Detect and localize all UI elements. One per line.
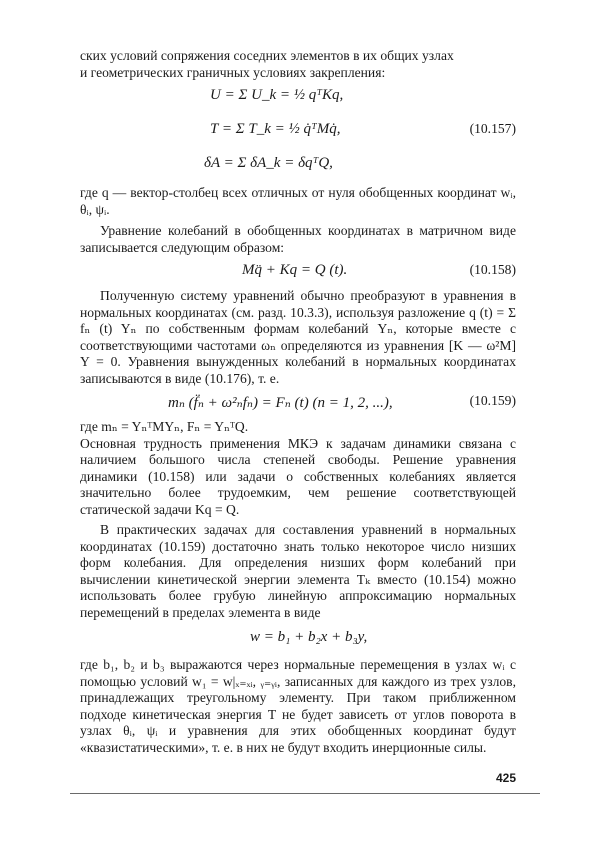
text-column — [80, 48, 516, 756]
paragraph: Полученную систему уравнений обычно преобразуют в уравнения в нормальных координатах (см. разд. 10.3.3), используя разложение q (t) = Σ fₙ (t) Yₙ по собственным формам колебаний Yₙ, которые вместе с соответствующими частотами ωₙ определяются из уравнения [K — ω²M] Y = 0. Уравнения вынужденных колебаний в нормальных координатах записываются в виде (10.176), т. е. — [80, 288, 516, 386]
page-number: 425 — [496, 771, 517, 785]
equation: mₙ (f̈ₙ + ω²ₙfₙ) = Fₙ (t) (n = 1, 2, ...), — [168, 395, 393, 411]
equation-number: (10.158) — [469, 262, 516, 277]
equation: T = Σ T_k = ½ q̇ᵀMq̇, — [210, 121, 341, 137]
text-line: ских условий сопряжения соседних элементов в их общих узлах — [80, 48, 454, 63]
equation-line — [80, 262, 516, 286]
equation: w = b₁ + b₂x + b₃y, — [250, 629, 368, 645]
equation-line — [80, 155, 516, 179]
footer-rule — [70, 793, 540, 794]
equation-line — [80, 87, 516, 111]
equation-line — [80, 629, 516, 653]
equation-number: (10.159) — [469, 393, 516, 408]
paragraph: где mₙ = YₙᵀMYₙ, Fₙ = YₙᵀQ. — [80, 419, 249, 434]
paragraph: Уравнение колебаний в обобщенных координатах в матричном виде записывается следующим образом: — [80, 223, 516, 255]
paragraph: Основная трудность применения МКЭ к задачам динамики связана с наличием большого числа степеней свободы. Решение уравнения динамики (10.158) или задачи о собственных колебаниях является значительно более трудоемким, чем решение соответствующей статической задачи Kq = Q. — [80, 435, 516, 517]
paragraph: где q — вектор-столбец всех отличных от нуля обобщенных координат wᵢ, θᵢ, ψᵢ. — [80, 185, 516, 217]
equation: δA = Σ δA_k = δqᵀQ, — [204, 155, 333, 171]
equation-number: (10.157) — [469, 121, 516, 136]
paragraph: где b₁, b₂ и b₃ выражаются через нормальные перемещения в узлах wᵢ с помощью условий w₁ = w|ₓ₌ₓᵢ, ᵧ₌ᵧᵢ, записанных для каждого из трех узлов, принадлежащих треугольному элементу. При таком приближенном подходе кинетическая энергия T не будет зависеть от углов поворота в узлах θᵢ, ψᵢ и уравнения для этих обобщенных координат будут «квазистатическими», т. е. в них не будут входить инерционные силы. — [80, 657, 516, 755]
equation: U = Σ U_k = ½ qᵀKq, — [210, 87, 344, 103]
equation-line — [80, 393, 516, 417]
paragraph: В практических задачах для составления уравнений в нормальных координатах (10.159) достаточно знать только некоторое число низших форм колебания. Для определения низших форм колебаний при вычислении кинетической энергии элемента Tₖ вместо (10.154) можно использовать более грубую линейную аппроксимацию нормальных перемещений в пределах элемента в виде — [80, 522, 516, 620]
equation: Mq̈ + Kq = Q (t). — [242, 262, 348, 278]
text-line: и геометрических граничных условиях закрепления: — [80, 64, 386, 80]
equation-line — [80, 121, 516, 145]
